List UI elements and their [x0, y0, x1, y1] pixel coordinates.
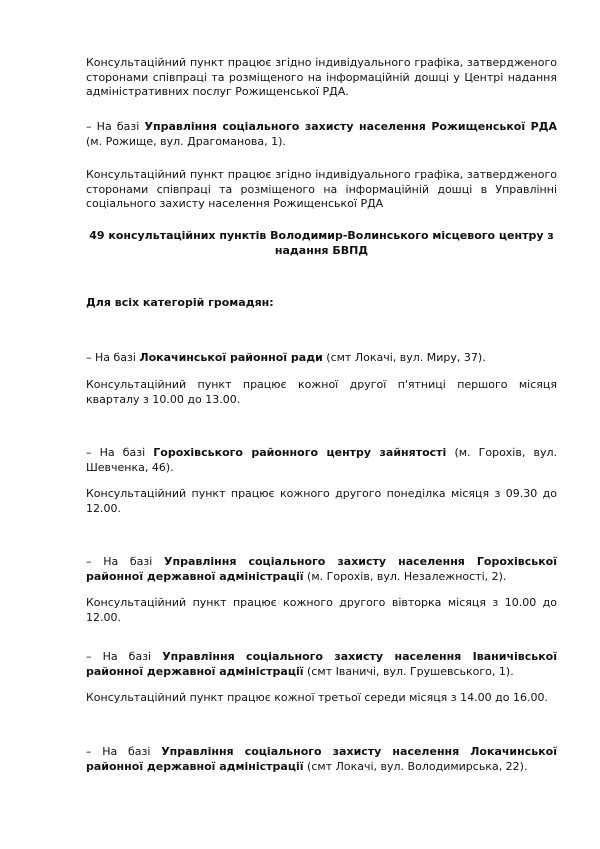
location-paragraph	[86, 555, 557, 584]
category-heading: Для всіх категорій громадян:	[86, 296, 274, 309]
schedule-paragraph: Консультаційний пункт працює кожної другої п'ятниці першого місяця кварталу з 10.00 до 13.00.	[86, 378, 557, 406]
location-address: (м. Рожище, вул. Драгоманова, 1).	[86, 134, 286, 148]
institution-name: Горохівського районного центру зайнятості	[153, 446, 447, 459]
location-address: (м. Горохів, вул. Шевченка, 46).	[86, 446, 557, 474]
institution-name: Управління соціального захисту населення Іваничівської районної державної адміністрації	[86, 650, 558, 678]
location-address: (м. Горохів, вул. Незалежності, 2).	[303, 569, 507, 583]
institution-name: Управління соціального захисту населення Локачинської районної державної адміністрації	[86, 745, 558, 773]
schedule-paragraph: Консультаційний пункт працює кожного другого вівторка місяця з 10.00 до 12.00.	[86, 596, 557, 624]
schedule-paragraph: Консультаційний пункт працює згідно індивідуального графіка, затвердженого сторонами співпраці та розміщеного на інформаційній дошці у Центрі надання адміністративних послуг Рожищенської РДА.	[86, 56, 557, 98]
location-paragraph	[86, 446, 557, 475]
location-paragraph	[86, 351, 557, 366]
location-prefix: – На базі	[86, 446, 154, 459]
location-prefix: – На базі	[86, 745, 162, 758]
schedule-paragraph: Консультаційний пункт працює кожного другого понеділка місяця з 09.30 до 12.00.	[86, 487, 557, 515]
location-address: (смт Локачі, вул. Володимирська, 22).	[303, 759, 528, 773]
schedule-paragraph: Консультаційний пункт працює згідно індивідуального графіка, затвердженого сторонами співпраці та розміщеного на інформаційній дошці в Управлінні соціального захисту населення Рожищенської РДА	[86, 168, 557, 210]
institution-name: Локачинської районної ради	[139, 351, 323, 364]
location-paragraph	[86, 745, 557, 774]
institution-name: Управління соціального захисту населення Горохівської районної державної адміністрації	[86, 555, 557, 583]
location-prefix: – На базі	[86, 555, 165, 568]
schedule-paragraph: Консультаційний пункт працює кожної третьої середи місяця з 14.00 до 16.00.	[86, 691, 548, 704]
location-prefix: – На базі	[86, 650, 163, 663]
institution-name: Управління соціального захисту населення Рожищенської РДА	[144, 120, 558, 133]
location-prefix: – На базі	[86, 351, 140, 364]
section-title: 49 консультаційних пунктів Володимир-Волинського місцевого центру з надання БВПД	[89, 229, 554, 257]
location-paragraph	[86, 120, 557, 149]
location-address: (смт Іваничі, вул. Грушевського, 1).	[303, 664, 514, 678]
location-paragraph	[86, 650, 557, 679]
location-prefix: – На базі	[86, 120, 145, 133]
location-address: (смт Локачі, вул. Миру, 37).	[322, 351, 486, 364]
